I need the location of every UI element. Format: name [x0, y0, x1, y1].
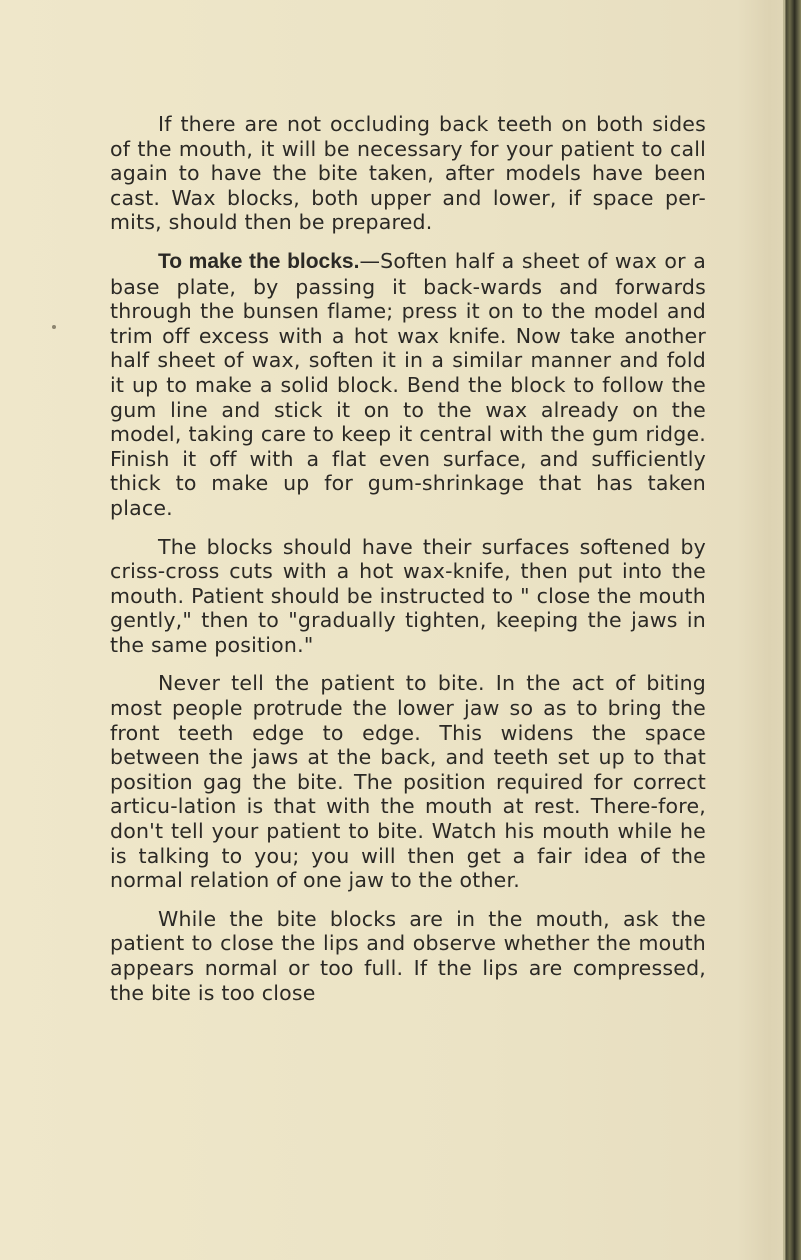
paragraph-4-text: Never tell the patient to bite. In the act of biting most people protrude the lower jaw so as to bring the front teeth edge to edge. This widens the space between the jaws at the back, and teeth set up to that position gag the bite. The position required for correct articu-lation is that with the mouth at rest. There-fore, don't tell your patient to bite. Watch his mouth while he is talking to you; you will then get a fair idea of the normal relation of one jaw to the other.	[110, 671, 706, 893]
paragraph-5-text: While the bite blocks are in the mouth, ask the patient to close the lips and observe whether the mouth appears normal or too full. If the lips are compressed, the bite is too close	[110, 906, 706, 1005]
paragraph-4	[110, 671, 706, 892]
paragraph-3-text: The blocks should have their surfaces softened by criss-cross cuts with a hot wax-knife, then put into the mouth. Patient should be instructed to " close the mouth gently," then to "gradually tighten, keeping the jaws in the same position."	[110, 534, 706, 657]
paragraph-5	[110, 907, 706, 1005]
paragraph-2	[110, 249, 706, 521]
page-body-text	[110, 112, 706, 1019]
paragraph-1	[110, 112, 706, 235]
margin-speck	[52, 325, 56, 329]
section-heading: To make the blocks.	[158, 249, 360, 273]
paragraph-1-text: If there are not occluding back teeth on both sides of the mouth, it will be necessary for your patient to call again to have the bite taken, after models have been cast. Wax blocks, both upper and lower, if space per-mits, should then be prepared.	[110, 112, 706, 235]
paragraph-3	[110, 535, 706, 658]
paragraph-2-text: —Soften half a sheet of wax or a base plate, by passing it back-wards and forwards through the bunsen flame; press it on to the model and trim off excess with a hot wax knife. Now take another half sheet of wax, soften it in a similar manner and fold it up to make a solid block. Bend the block to follow the gum line and stick it on to the wax already on the model, taking care to keep it central with the gum ridge. Finish it off with a flat even surface, and sufficiently thick to make up for gum-shrinkage that has taken place.	[110, 248, 706, 520]
book-binding-edge	[785, 0, 801, 1260]
